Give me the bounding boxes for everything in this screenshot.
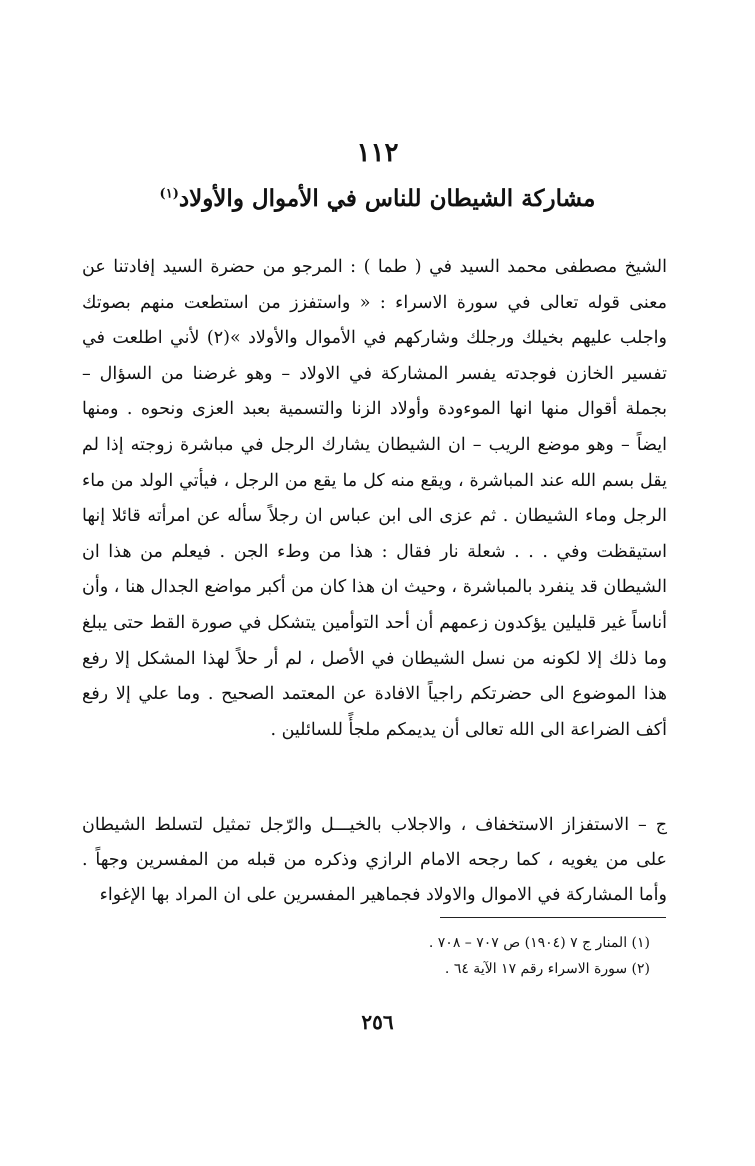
footnote-2: (٢) سورة الاسراء رقم ١٧ الآية ٦٤ . (444, 961, 650, 977)
page-number: ٢٥٦ (361, 1010, 394, 1034)
footnote-1: (١) المنار ج ٧ (١٩٠٤) ص ٧٠٧ – ٧٠٨ . (428, 935, 650, 951)
question-text (82, 250, 667, 748)
footnotes (250, 930, 650, 982)
article-title (60, 185, 695, 212)
footnote-divider (440, 917, 666, 918)
question-paragraph: الشيخ مصطفى محمد السيد في ( طما ) : المرجو من حضرة السيد إفادتنا عن معنى قوله تعالى في سورة الاسراء : « واستفزز من استطعت منهم بصوتك واجلب عليهم بخيلك ورجلك وشاركهم في الأموال والأولاد »(٢) لأني اطلعت في تفسير الخازن فوجدته يفسر المشاركة في الاولاد – وهو غرضنا من السؤال – بجملة أقوال منها انها الموءودة وأولاد الزنا والتسمية بعبد العزى ونحوه . ومنها ايضاً – وهو موضع الريب – ان الشيطان يشارك الرجل في مباشرة زوجته إذا لم يقل بسم الله عند المباشرة ، ويقع منه كل ما يقع من الرجل ، فيأتي الولد من ماء الرجل وماء الشيطان . ثم عزى الى ابن عباس ان رجلاً سأله عن امرأته قائلا إنها استيقظت وفي . . . شعلة نار فقال : هذا من وطء الجن . فيعلم من هذا ان الشيطان قد ينفرد بالمباشرة ، وحيث ان هذا كان من أكبر مواضع الجدال هنا ، وأن أناساً غير قليلين يؤكدون زعمهم أن أحد التوأمين يتشكل في صورة القط حتى يبلغ وما ذلك إلا لكونه من نسل الشيطان في الأصل ، لم أر حلاً لهذا المشكل إلا رفع هذا الموضوع الى حضرتكم راجياً الافادة عن المعتمد الصحيح . وما علي إلا رفع أكف الضراعة الى الله تعالى أن يديمكم ملجأً للسائلين . (82, 257, 667, 740)
section-number: ١١٢ (356, 138, 399, 168)
title-footnote-marker: (١) (159, 186, 179, 202)
title-text: مشاركة الشيطان للناس في الأموال والأولاد (178, 185, 596, 212)
answer-text (82, 808, 667, 913)
answer-paragraph: ج – الاستفزاز الاستخفاف ، والاجلاب بالخيـــل والرّجل تمثيل لتسلط الشيطان على من يغويه ، كما رجحه الامام الرازي وذكره من قبله من المفسرين وجهاً . وأما المشاركة في الاموال والاولاد فجماهير المفسرين على ان المراد بها الإغواء (82, 815, 667, 905)
